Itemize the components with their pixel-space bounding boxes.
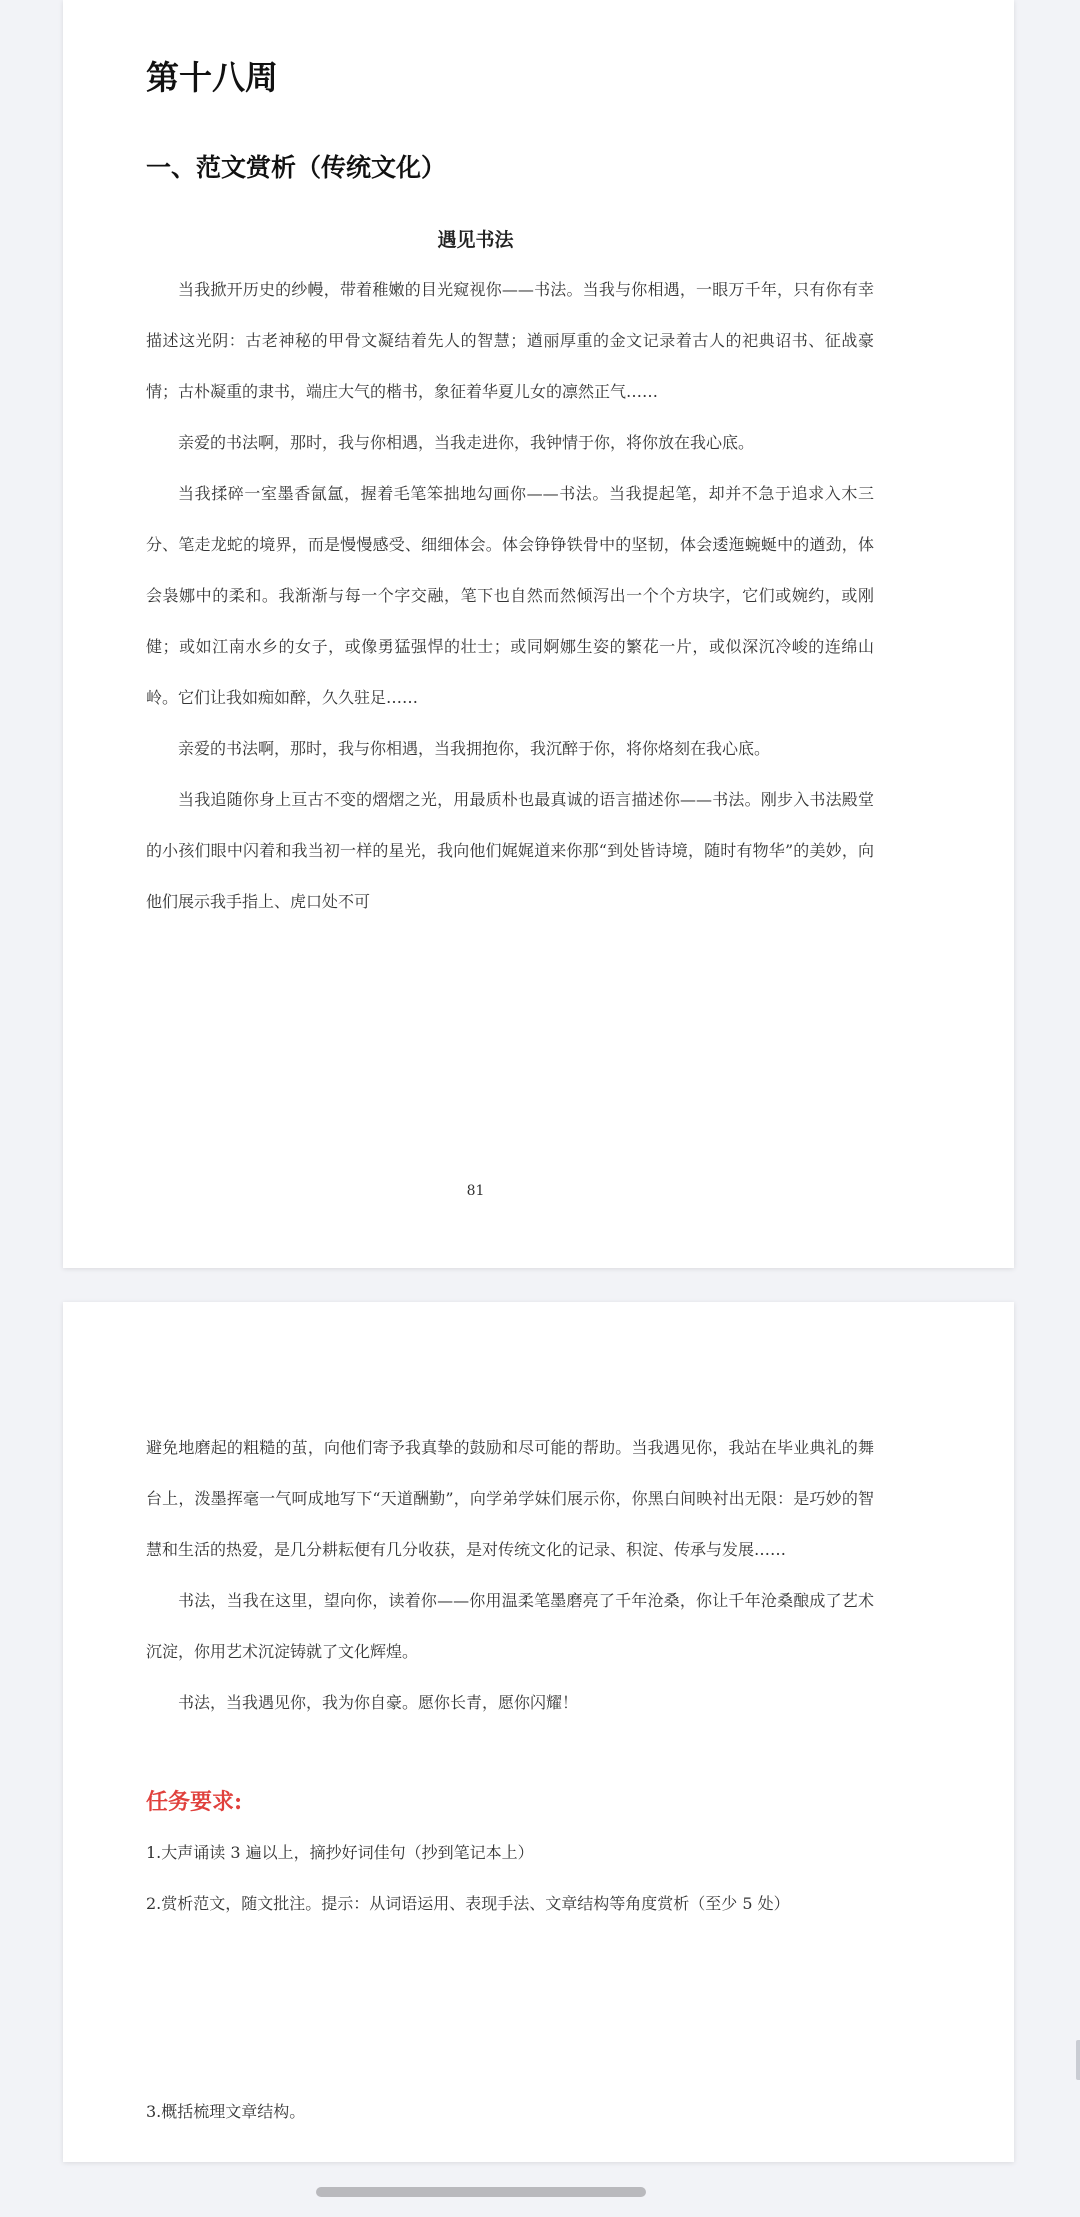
paragraph: 亲爱的书法啊，那时，我与你相遇，当我拥抱你，我沉醉于你，将你烙刻在我心底。 bbox=[178, 739, 771, 758]
essay-body-page-2 bbox=[146, 1422, 874, 1728]
essay-body-page-1 bbox=[146, 264, 874, 927]
task-item: 3.概括梳理文章结构。 bbox=[146, 2102, 306, 2121]
paragraph: 避免地磨起的粗糙的茧，向他们寄予我真挚的鼓励和尽可能的帮助。当我遇见你，我站在毕业典礼的舞台上，泼墨挥毫一气呵成地写下“天道酬勤”，向学弟学妹们展示你，你黑白间映衬出无限：是巧妙的智慧和生活的热爱，是几分耕耘便有几分收获，是对传统文化的记录、积淀、传承与发展…… bbox=[146, 1438, 874, 1559]
task-requirements-title: 任务要求: bbox=[146, 1789, 243, 1815]
edge-scroll-handle[interactable] bbox=[1076, 2040, 1080, 2080]
task-item: 1.大声诵读 3 遍以上，摘抄好词佳句（抄到笔记本上） bbox=[146, 1843, 534, 1862]
paragraph: 当我追随你身上亘古不变的熠熠之光，用最质朴也最真诚的语言描述你——书法。刚步入书法殿堂的小孩们眼中闪着和我当初一样的星光，我向他们娓娓道来你那“到处皆诗境，随时有物华”的美妙，向他们展示我手指上、虎口处不可 bbox=[146, 790, 874, 911]
paragraph: 亲爱的书法啊，那时，我与你相遇，当我走进你，我钟情于你，将你放在我心底。 bbox=[178, 433, 755, 452]
paragraph: 当我掀开历史的纱幔，带着稚嫩的目光窥视你——书法。当我与你相遇，一眼万千年，只有你有幸描述这光阴：古老神秘的甲骨文凝结着先人的智慧；遒丽厚重的金文记录着古人的祀典诏书、征战豪情；古朴凝重的隶书，端庄大气的楷书，象征着华夏儿女的凛然正气…… bbox=[146, 280, 874, 401]
essay-title: 遇见书法 bbox=[437, 229, 514, 251]
page-number: 81 bbox=[466, 1183, 485, 1199]
week-title: 第十八周 bbox=[146, 58, 278, 97]
paragraph: 书法，当我遇见你，我为你自豪。愿你长青，愿你闪耀！ bbox=[178, 1693, 579, 1712]
task-item: 2.赏析范文，随文批注。提示：从词语运用、表现手法、文章结构等角度赏析（至少 5 处） bbox=[146, 1894, 790, 1913]
home-indicator[interactable] bbox=[316, 2187, 646, 2197]
paragraph: 当我揉碎一室墨香氤氲，握着毛笔笨拙地勾画你——书法。当我提起笔，却并不急于追求入木三分、笔走龙蛇的境界，而是慢慢感受、细细体会。体会铮铮铁骨中的坚韧，体会逶迤蜿蜒中的遒劲，体会袅娜中的柔和。我渐渐与每一个字交融，笔下也自然而然倾泻出一个个方块字，它们或婉约，或刚健；或如江南水乡的女子，或像勇猛强悍的壮士；或同婀娜生姿的繁花一片，或似深沉冷峻的连绵山岭。它们让我如痴如醉，久久驻足…… bbox=[146, 484, 874, 707]
section-title: 一、范文赏析（传统文化） bbox=[146, 153, 447, 182]
paragraph: 书法，当我在这里，望向你，读着你——你用温柔笔墨磨亮了千年沧桑，你让千年沧桑酿成了艺术沉淀，你用艺术沉淀铸就了文化辉煌。 bbox=[146, 1591, 874, 1661]
